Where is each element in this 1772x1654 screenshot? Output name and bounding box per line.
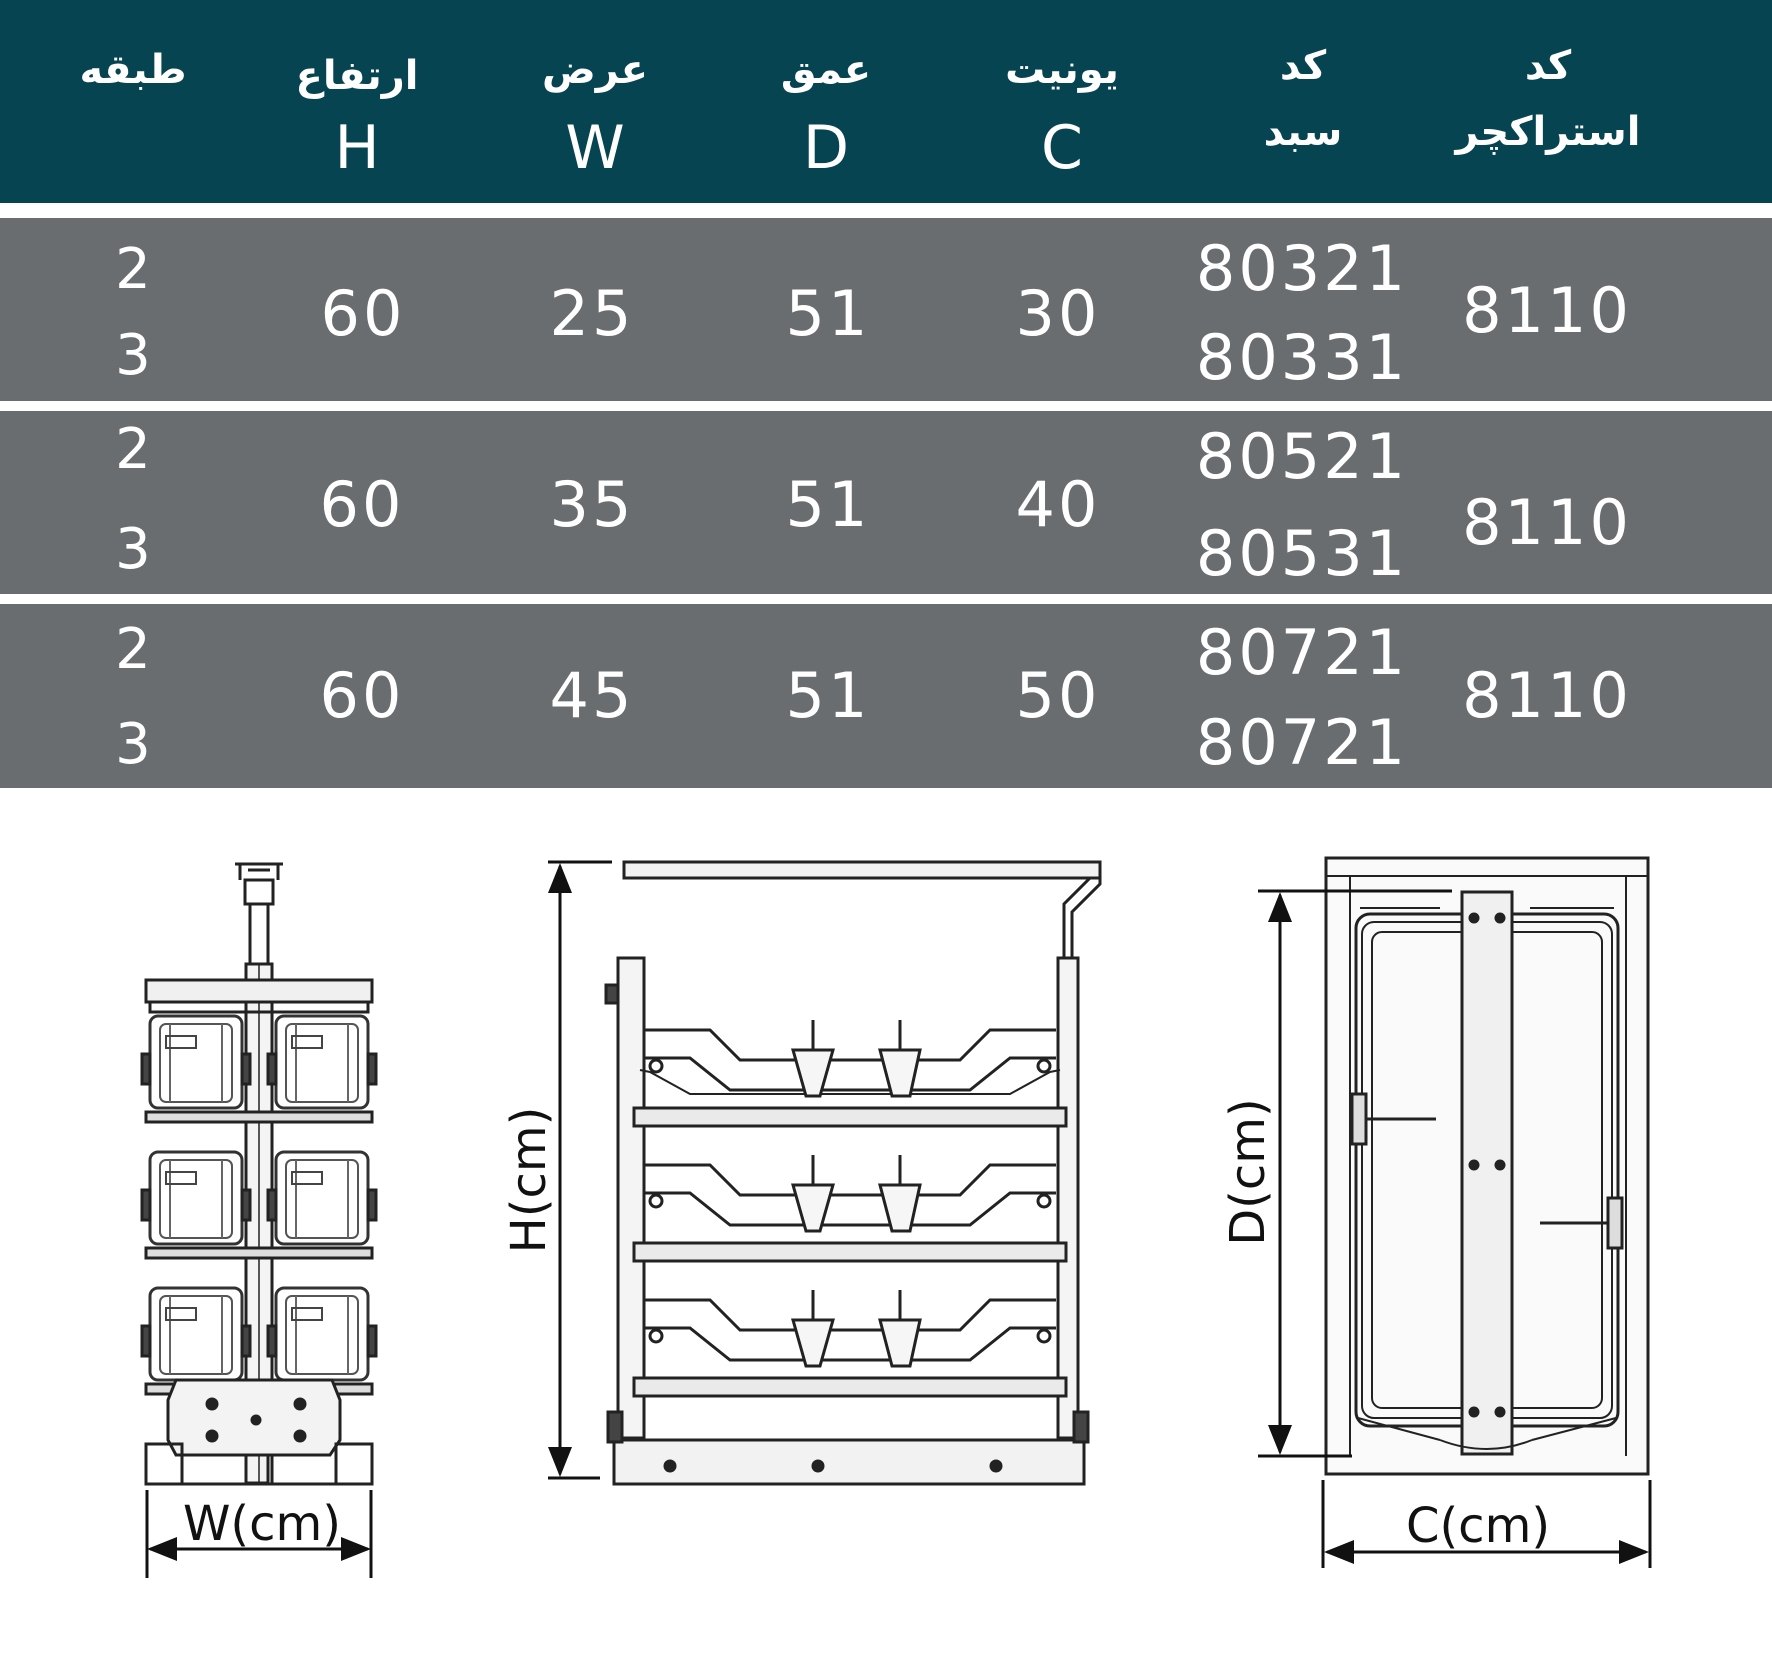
row1-tier-b: 3 [115,323,151,388]
row1-depth: 51 [785,277,871,350]
header-depth-label: عمق [780,47,872,93]
header-tiers: طبقه [79,47,187,93]
header-depth-letter: D [802,113,850,183]
row2-unit: 40 [1015,468,1101,541]
row2-height: 60 [319,468,405,541]
header-basket-code-line2: سبد [1263,109,1343,155]
unit-dimension-label: C(cm) [1405,1498,1551,1554]
row3-unit: 50 [1015,659,1101,732]
header-width-letter: W [565,113,625,183]
height-dimension-label: H(cm) [501,1106,557,1254]
row1-tier-a: 2 [115,237,151,302]
row3-height: 60 [319,659,405,732]
row3-basket-code-a: 80721 [1195,616,1409,689]
width-dimension-label: W(cm) [182,1496,342,1552]
row1-width: 25 [549,277,635,350]
row3-tier-a: 2 [115,617,151,682]
side-view-drawing [606,862,1100,1484]
header-height-letter: H [334,113,380,183]
row2-tier-b: 3 [115,517,151,582]
height-dimension [548,862,612,1478]
row1-structure-code: 8110 [1462,274,1632,347]
header-structure-code-line1: کد [1524,43,1572,89]
row1-basket-code-b: 80331 [1195,321,1409,394]
row3-width: 45 [549,659,635,732]
row2-depth: 51 [785,468,871,541]
row3-tier-b: 3 [115,712,151,777]
row3-depth: 51 [785,659,871,732]
header-structure-code-line2: استراکچر [1455,109,1641,155]
row2-basket-code-a: 80521 [1195,420,1409,493]
row2-structure-code: 8110 [1462,486,1632,559]
top-view-drawing [1326,858,1648,1474]
row1-height: 60 [320,277,406,350]
row3-basket-code-b: 80721 [1195,706,1409,779]
row2-width: 35 [549,468,635,541]
row1-unit: 30 [1015,277,1101,350]
header-unit-letter: C [1041,113,1083,183]
header-unit-label: یونیت [1005,47,1119,93]
row1-basket-code-a: 80321 [1195,232,1409,305]
row2-tier-a: 2 [115,417,151,482]
header-height-label: ارتفاع [295,53,419,99]
front-view-drawing [142,864,376,1484]
header-width-label: عرض [541,47,649,93]
row2-basket-code-b: 80531 [1195,517,1409,590]
header-basket-code-line1: کد [1279,43,1327,89]
row3-structure-code: 8110 [1462,659,1632,732]
depth-dimension-label: D(cm) [1220,1098,1276,1246]
